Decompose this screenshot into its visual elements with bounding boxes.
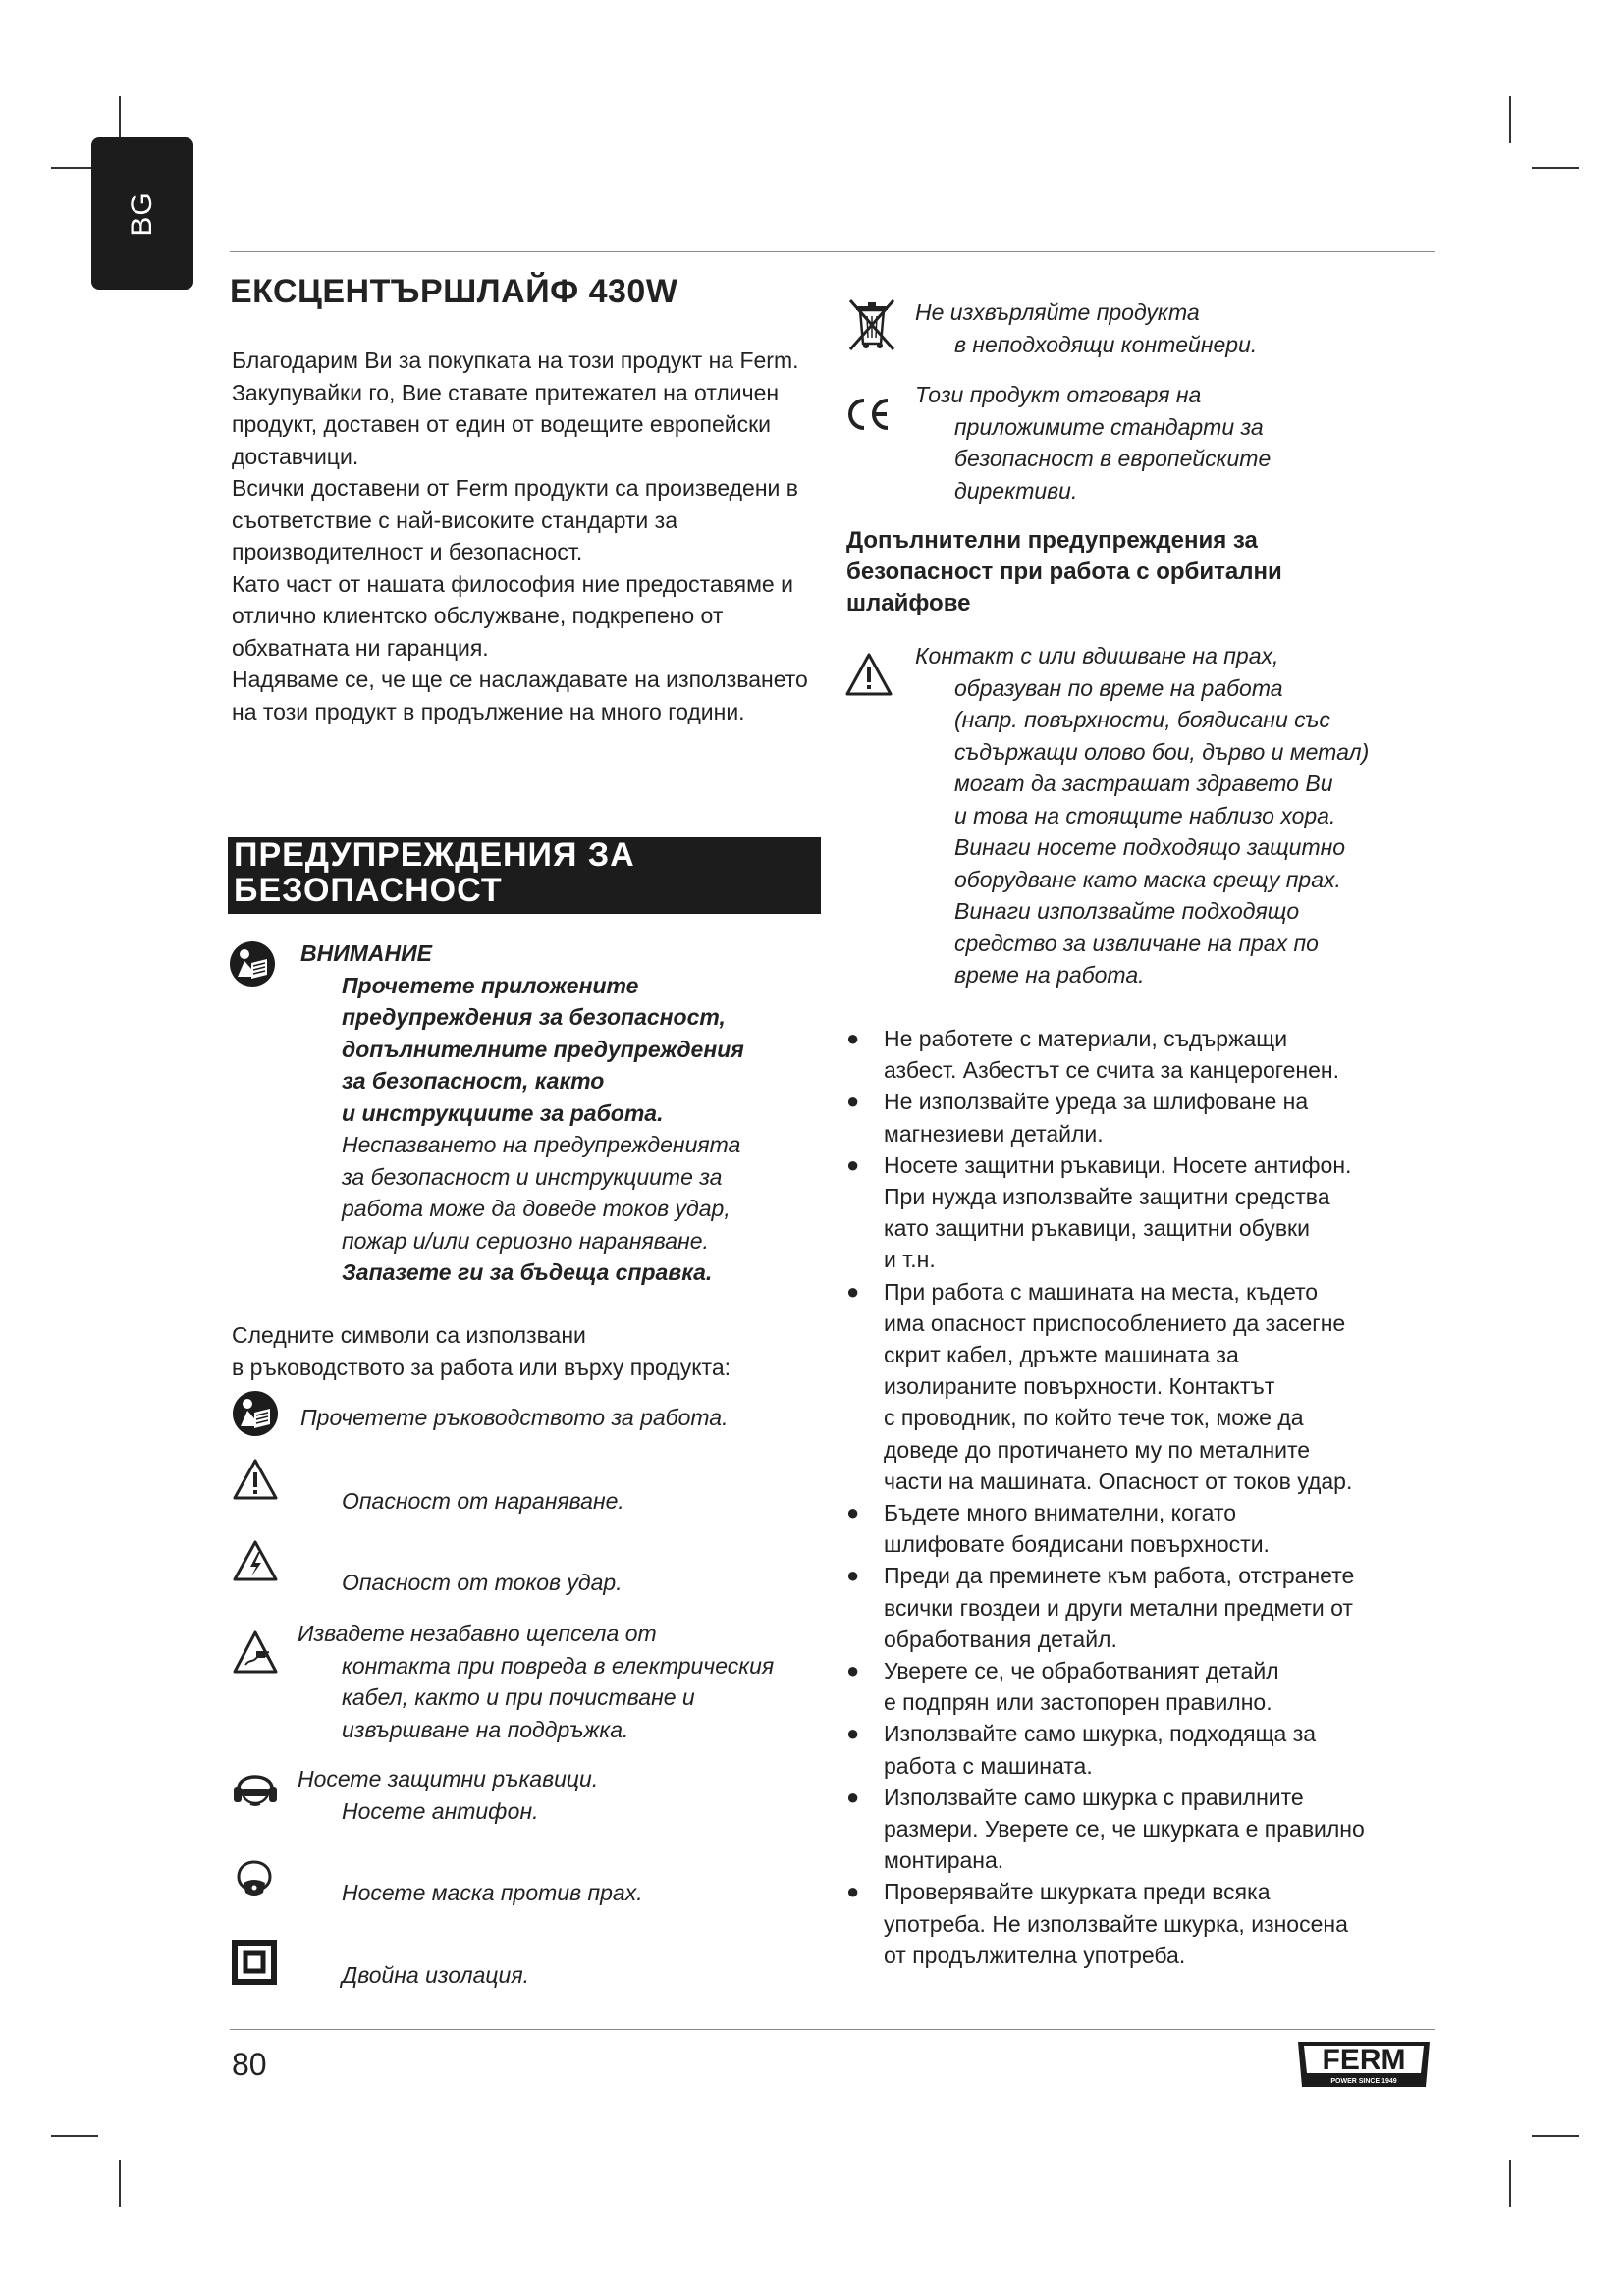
list-item-line: магнезиеви детайли. bbox=[884, 1120, 1104, 1147]
bottom-rule bbox=[230, 2029, 1435, 2030]
crop-mark bbox=[1532, 2135, 1579, 2137]
symbols-intro-line: Следните символи са използвани bbox=[232, 1322, 586, 1348]
attention-line: за безопасност и инструкциите за bbox=[342, 1163, 723, 1190]
safety-heading-line: ПРЕДУПРЕЖДЕНИЯ ЗА bbox=[234, 836, 635, 874]
page-number: 80 bbox=[232, 2047, 267, 2082]
list-item-line: Бъдете много внимателни, когато bbox=[884, 1500, 1237, 1526]
ce-mark-icon bbox=[842, 395, 892, 434]
list-item-line: доведе до протичането му по металните bbox=[884, 1436, 1311, 1463]
list-item-line: Уверете се, че обработваният детайл bbox=[884, 1658, 1279, 1684]
attention-block bbox=[300, 937, 831, 1289]
symbol-text-block bbox=[915, 296, 1445, 360]
symbol-text: Опасност от токов удар. bbox=[342, 1570, 623, 1595]
list-item-line: скрит кабел, дръжте машината за bbox=[884, 1342, 1239, 1368]
intro-paragraph: Като част от нашата философия ние предоставяме и отлично клиентско обслужване, подкрепено от обхватната ни гаранция. bbox=[232, 570, 793, 661]
list-item: ● При работа с машината на места, където има опасност приспособлението да засегне скрит кабел, дръжте машината за изолираните повърхности. Контактът с проводник, по който тече ток, може да доведе до протичането му по металните части на машината. Опасност от токов удар. bbox=[846, 1278, 1353, 1494]
attention-bold-line: Прочетете приложените bbox=[342, 972, 639, 998]
list-item: ● Използвайте само шкурка, подходяща за работа с машината. bbox=[846, 1721, 1317, 1779]
list-item: ● Преди да преминете към работа, отстранете всички гвоздеи и други метални предмети от обработвания детайл. bbox=[846, 1563, 1355, 1652]
list-item: ● Използвайте само шкурка с правилните размери. Уверете се, че шкурката е правилно монтирана. bbox=[846, 1784, 1365, 1874]
list-item: ● Не работете с материали, съдържащи азбест. Азбестът се счита за канцерогенен. bbox=[846, 1026, 1340, 1084]
intro-paragraph: Благодарим Ви за покупката на този продукт на Ferm. bbox=[232, 347, 799, 373]
symbol-text: Носете маска против прах. bbox=[342, 1880, 643, 1905]
crop-mark bbox=[119, 96, 121, 143]
logo-tagline: POWER SINCE 1949 bbox=[1330, 2078, 1397, 2085]
dust-warning-line: и това на стоящите наблизо хора. bbox=[954, 802, 1336, 828]
attention-bold-line: предупреждения за безопасност, bbox=[342, 1004, 726, 1030]
symbol-text: в неподходящи контейнери. bbox=[954, 331, 1258, 357]
intro-text bbox=[232, 345, 831, 727]
attention-line: работа може да доведе токов удар, bbox=[342, 1196, 731, 1221]
dust-warning bbox=[915, 640, 1445, 991]
attention-bold-line: допълнителните предупреждения bbox=[342, 1036, 744, 1062]
list-item-line: Преди да преминете към работа, отстранете bbox=[884, 1563, 1355, 1589]
symbol-text: директиви. bbox=[954, 477, 1078, 504]
dust-warning-line: оборудване като маска срещу прах. bbox=[954, 866, 1341, 892]
list-item-line: Носете защитни ръкавици. Носете антифон. bbox=[884, 1151, 1352, 1178]
attention-bold-line: за безопасност, както bbox=[342, 1068, 605, 1094]
safety-bullet-list bbox=[846, 1023, 1453, 1971]
manual-icon bbox=[228, 939, 277, 988]
symbols-intro bbox=[232, 1319, 831, 1383]
symbol-text: Прочетете ръководството за работа. bbox=[300, 1405, 729, 1430]
symbol-text: Не изхвърляйте продукта bbox=[915, 299, 1200, 325]
symbols-intro-line: в ръководството за работа или върху продукта: bbox=[232, 1354, 731, 1380]
list-item-line: изолираните повърхности. Контактът bbox=[884, 1373, 1275, 1400]
list-item-line: и т.н. bbox=[884, 1247, 936, 1273]
warning-icon bbox=[844, 652, 893, 697]
dust-warning-line: образуван по време на работа bbox=[954, 674, 1283, 701]
symbol-text: контакта при повреда в електрическия bbox=[342, 1652, 775, 1679]
list-item-line: При нужда използвайте защитни средства bbox=[884, 1184, 1330, 1210]
symbol-text-block bbox=[915, 379, 1445, 507]
top-rule bbox=[230, 251, 1435, 252]
crop-mark bbox=[51, 2135, 98, 2137]
intro-paragraph: Всички доставени от Ferm продукти са произведени в съответствие с най-високите стандарти за производителност и безопасност. bbox=[232, 475, 798, 564]
list-item-line: шлифовате боядисани повърхности. bbox=[884, 1531, 1270, 1558]
symbol-text: извършване на поддръжка. bbox=[342, 1716, 629, 1742]
warning-icon bbox=[232, 1458, 279, 1501]
list-item-line: всички гвоздеи и други метални предмети от bbox=[884, 1594, 1353, 1621]
symbol-text: Двойна изолация. bbox=[342, 1962, 530, 1988]
crossed-bin-icon bbox=[844, 296, 899, 353]
list-item: ● Проверявайте шкурката преди всяка употреба. Не използвайте шкурка, износена от продължителна употреба. bbox=[846, 1879, 1348, 1968]
list-item-line: При работа с машината на места, където bbox=[884, 1278, 1319, 1305]
list-item-line: Проверявайте шкурката преди всяка bbox=[884, 1879, 1271, 1905]
list-item-line: части на машината. Опасност от токов удар. bbox=[884, 1468, 1353, 1494]
ferm-logo bbox=[1292, 2038, 1435, 2095]
list-item-line: Използвайте само шкурка, подходяща за bbox=[884, 1721, 1317, 1747]
attention-keep: Запазете ги за бъдеща справка. bbox=[342, 1259, 713, 1285]
list-item-line: Използвайте само шкурка с правилните bbox=[884, 1784, 1304, 1810]
list-item-line: от продължителна употреба. bbox=[884, 1942, 1186, 1968]
crop-mark bbox=[1532, 167, 1579, 169]
goggles-earmuffs-icon bbox=[231, 1767, 280, 1816]
dust-warning-line: време на работа. bbox=[954, 962, 1145, 988]
language-tab bbox=[91, 137, 193, 290]
logo-brand: FERM bbox=[1322, 2044, 1406, 2076]
list-item-line: е подпрян или застопорен правилно. bbox=[884, 1689, 1272, 1716]
additional-heading bbox=[846, 525, 1435, 619]
electric-shock-icon bbox=[232, 1539, 279, 1582]
symbol-text: Носете защитни ръкавици. bbox=[298, 1766, 599, 1791]
list-item-line: Не работете с материали, съдържащи bbox=[884, 1026, 1288, 1051]
list-item: ● Бъдете много внимателни, когато шлифовате боядисани повърхности. bbox=[846, 1500, 1270, 1558]
double-insulation-icon bbox=[232, 1940, 277, 1985]
list-item-line: размери. Уверете се, че шкурката е правилно bbox=[884, 1816, 1365, 1842]
list-item-line: като защитни ръкавици, защитни обувки bbox=[884, 1215, 1310, 1242]
dust-warning-line: средство за извличане на прах по bbox=[954, 930, 1319, 956]
additional-heading-line: шлайфове bbox=[846, 590, 971, 616]
symbol-text: кабел, както и при почистване и bbox=[342, 1684, 695, 1710]
symbol-text: Опасност от нараняване. bbox=[342, 1488, 624, 1514]
list-item-line: работа с машината. bbox=[884, 1752, 1093, 1779]
unplug-icon bbox=[232, 1629, 279, 1675]
language-tab-label: BG bbox=[126, 190, 158, 237]
dust-warning-line: могат да застрашат здравето Ви bbox=[954, 771, 1333, 796]
list-item-line: има опасност приспособлението да засегне bbox=[884, 1309, 1346, 1336]
manual-icon bbox=[231, 1389, 280, 1438]
symbol-text-block bbox=[298, 1763, 828, 1827]
list-item-line: Не използвайте уреда за шлифоване на bbox=[884, 1089, 1309, 1115]
symbol-text: Този продукт отговаря на bbox=[915, 382, 1202, 407]
list-item: ● Носете защитни ръкавици. Носете антифон. При нужда използвайте защитни средства като защитни ръкавици, защитни обувки и т.н. bbox=[846, 1151, 1352, 1273]
list-item: ● Не използвайте уреда за шлифоване на магнезиеви детайли. bbox=[846, 1089, 1309, 1147]
list-item-line: монтирана. bbox=[884, 1847, 1004, 1874]
dust-mask-icon bbox=[232, 1853, 277, 1902]
crop-mark bbox=[1509, 2160, 1511, 2207]
symbol-text-block bbox=[298, 1618, 847, 1745]
symbol-text: безопасност в европейските bbox=[954, 446, 1272, 471]
safety-heading-line: БЕЗОПАСНОСТ bbox=[234, 872, 503, 909]
list-item-line: употреба. Не използвайте шкурка, износена bbox=[884, 1910, 1348, 1937]
list-item-line: азбест. Азбестът се счита за канцерогенен. bbox=[884, 1057, 1340, 1084]
additional-heading-line: безопасност при работа с орбитални bbox=[846, 559, 1282, 585]
list-item: ● Уверете се, че обработваният детайл е подпрян или застопорен правилно. bbox=[846, 1658, 1279, 1716]
intro-paragraph: Закупувайки го, Вие ставате притежател на отличен продукт, доставен от един от водещите европейски доставчици. bbox=[232, 379, 780, 469]
symbol-text: Носете антифон. bbox=[342, 1797, 539, 1824]
attention-line: пожар и/или сериозно нараняване. bbox=[342, 1227, 709, 1254]
symbol-text: Извадете незабавно щепсела от bbox=[298, 1621, 657, 1646]
list-item-line: с проводник, по който тече ток, може да bbox=[884, 1405, 1304, 1431]
crop-mark bbox=[1509, 96, 1511, 143]
dust-warning-line: Контакт с или вдишване на прах, bbox=[915, 643, 1279, 668]
dust-warning-line: Винаги използвайте подходящо bbox=[954, 898, 1300, 924]
crop-mark bbox=[119, 2160, 121, 2207]
list-item-line: обработвания детайл. bbox=[884, 1626, 1117, 1652]
dust-warning-line: Винаги носете подходящо защитно bbox=[954, 834, 1346, 860]
attention-label: ВНИМАНИЕ bbox=[300, 940, 433, 966]
safety-heading bbox=[228, 837, 821, 914]
intro-paragraph: Надяваме се, че ще се наслаждавате на използването на този продукт в продължение на много години. bbox=[232, 667, 808, 724]
dust-warning-line: (напр. повърхности, боядисани със bbox=[954, 707, 1330, 732]
additional-heading-line: Допълнителни предупреждения за bbox=[846, 527, 1258, 554]
symbol-text: приложимите стандарти за bbox=[954, 413, 1264, 440]
attention-line: Неспазването на предупрежденията bbox=[342, 1132, 741, 1157]
dust-warning-line: съдържащи олово бои, дърво и метал) bbox=[954, 738, 1370, 765]
page-title: ЕКСЦЕНТЪРШЛАЙФ 430W bbox=[230, 273, 678, 310]
attention-bold-line: и инструкциите за работа. bbox=[342, 1099, 664, 1126]
